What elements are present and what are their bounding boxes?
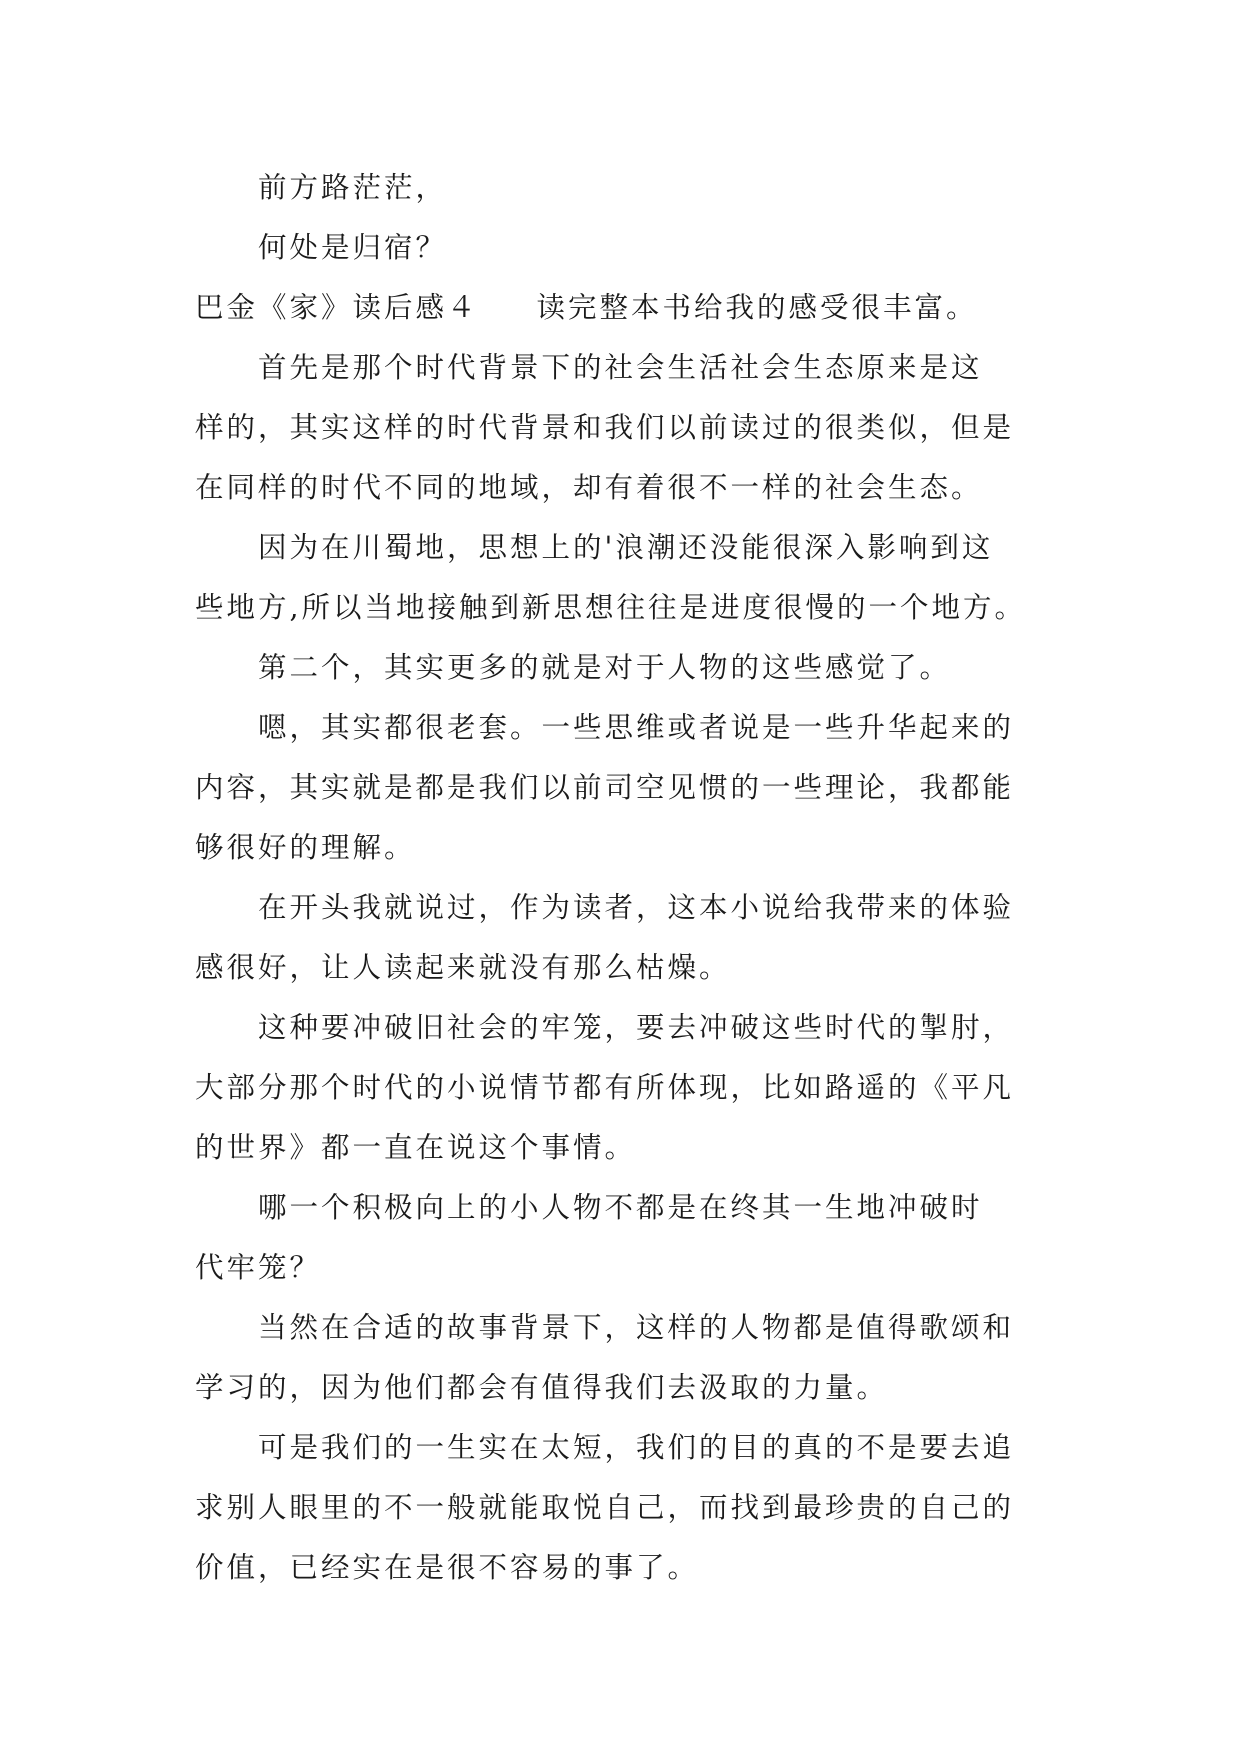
poem-line: 何处是归宿？ bbox=[258, 231, 448, 264]
paragraph-line: 的世界》都一直在说这个事情。 bbox=[195, 1131, 637, 1164]
paragraph-line: 这种要冲破旧社会的牢笼，要去冲破这些时代的掣肘， bbox=[258, 1011, 1015, 1044]
paragraph-line: 够很好的理解。 bbox=[195, 831, 416, 864]
paragraph-line: 首先是那个时代背景下的社会生活社会生态原来是这 bbox=[258, 351, 983, 384]
paragraph-text: 读完整本书给我的感受很丰富。 bbox=[536, 291, 978, 324]
paragraph-line: 当然在合适的故事背景下，这样的人物都是值得歌颂和 bbox=[258, 1311, 1015, 1344]
paragraph-line: 哪一个积极向上的小人物不都是在终其一生地冲破时 bbox=[258, 1191, 983, 1224]
paragraph-line: 在开头我就说过，作为读者，这本小说给我带来的体验 bbox=[258, 891, 1015, 924]
paragraph-line: 些地方,所以当地接触到新思想往往是进度很慢的一个地方。 bbox=[195, 591, 1027, 624]
document-body bbox=[195, 158, 1065, 1598]
paragraph-line: 因为在川蜀地，思想上的'浪潮还没能很深入影响到这 bbox=[258, 531, 994, 564]
paragraph-line: 可是我们的一生实在太短，我们的目的真的不是要去追 bbox=[258, 1431, 1015, 1464]
paragraph-line: 在同样的时代不同的地域，却有着很不一样的社会生态。 bbox=[195, 471, 983, 504]
paragraph-line: 感很好，让人读起来就没有那么枯燥。 bbox=[195, 951, 731, 984]
paragraph-line: 学习的，因为他们都会有值得我们去汲取的力量。 bbox=[195, 1371, 889, 1404]
paragraph-line: 求别人眼里的不一般就能取悦自己，而找到最珍贵的自己的 bbox=[195, 1491, 1015, 1524]
paragraph-line: 大部分那个时代的小说情节都有所体现，比如路遥的《平凡 bbox=[195, 1071, 1015, 1104]
paragraph-line: 代牢笼？ bbox=[195, 1251, 322, 1284]
paragraph-line: 样的，其实这样的时代背景和我们以前读过的很类似，但是 bbox=[195, 411, 1015, 444]
section-heading-row bbox=[195, 278, 1065, 338]
paragraph-line: 第二个，其实更多的就是对于人物的这些感觉了。 bbox=[258, 651, 952, 684]
paragraph-line: 内容，其实就是都是我们以前司空见惯的一些理论，我都能 bbox=[195, 771, 1015, 804]
section-title: 巴金《家》读后感４ bbox=[195, 291, 479, 324]
paragraph-line: 价值，已经实在是很不容易的事了。 bbox=[195, 1551, 700, 1584]
paragraph-line: 嗯，其实都很老套。一些思维或者说是一些升华起来的 bbox=[258, 711, 1015, 744]
poem-line: 前方路茫茫， bbox=[258, 171, 448, 204]
